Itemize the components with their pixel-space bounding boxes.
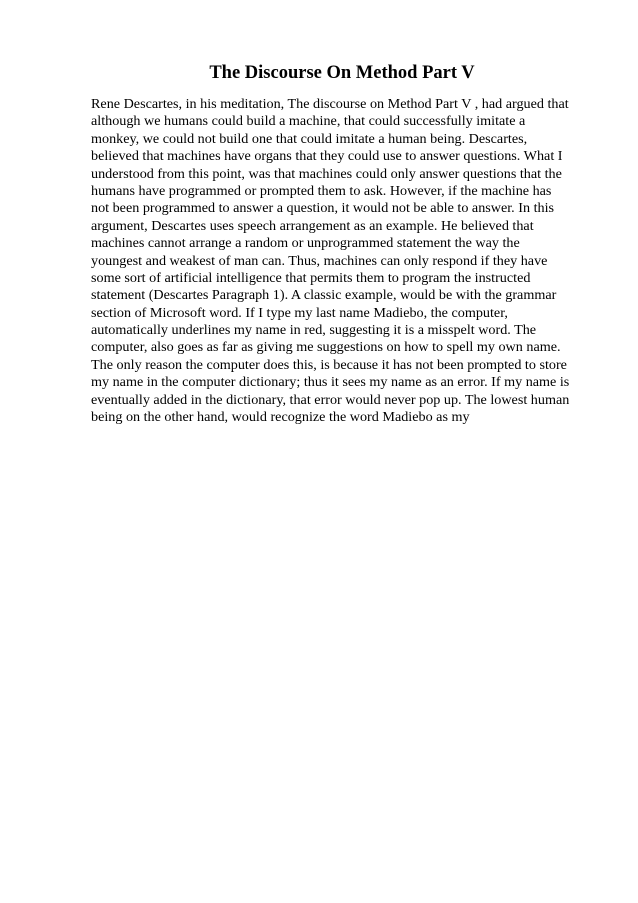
body-line: eventually added in the dictionary, that error would never pop up. The lowest human [91, 391, 570, 408]
body-line: computer, also goes as far as giving me suggestions on how to spell my own name. [91, 339, 561, 356]
body-line: argument, Descartes uses speech arrangement as an example. He believed that [91, 217, 534, 234]
body-line: although we humans could build a machine, that could successfully imitate a [91, 113, 526, 130]
body-line: my name in the computer dictionary; thus it sees my name as an error. If my name is [91, 374, 570, 391]
body-line: monkey, we could not build one that could imitate a human being. Descartes, [91, 130, 528, 147]
body-line: understood from this point, was that machines could only answer questions that the [91, 165, 562, 182]
body-line: being on the other hand, would recognize the word Madiebo as my [91, 409, 470, 426]
body-line: humans have programmed or prompted them to ask. However, if the machine has [91, 182, 552, 199]
body-line: Rene Descartes, in his meditation, The discourse on Method Part V , had argued that [91, 96, 569, 112]
document-body [91, 96, 601, 426]
body-line: machines cannot arrange a random or unprogrammed statement the way the [91, 235, 520, 252]
body-line: some sort of artificial intelligence that permits them to program the instructed [91, 269, 531, 286]
body-line: believed that machines have organs that they could use to answer questions. What I [91, 148, 563, 165]
body-line: statement (Descartes Paragraph 1). A classic example, would be with the grammar [91, 287, 557, 304]
body-line: not been programmed to answer a question, it would not be able to answer. In this [91, 200, 555, 217]
document-title: The Discourse On Method Part V [209, 63, 475, 83]
body-line: The only reason the computer does this, is because it has not been prompted to store [91, 356, 567, 373]
body-line: section of Microsoft word. If I type my last name Madiebo, the computer, [91, 304, 508, 321]
body-line: youngest and weakest of man can. Thus, machines can only respond if they have [91, 252, 548, 269]
body-line: automatically underlines my name in red, suggesting it is a misspelt word. The [91, 322, 537, 339]
